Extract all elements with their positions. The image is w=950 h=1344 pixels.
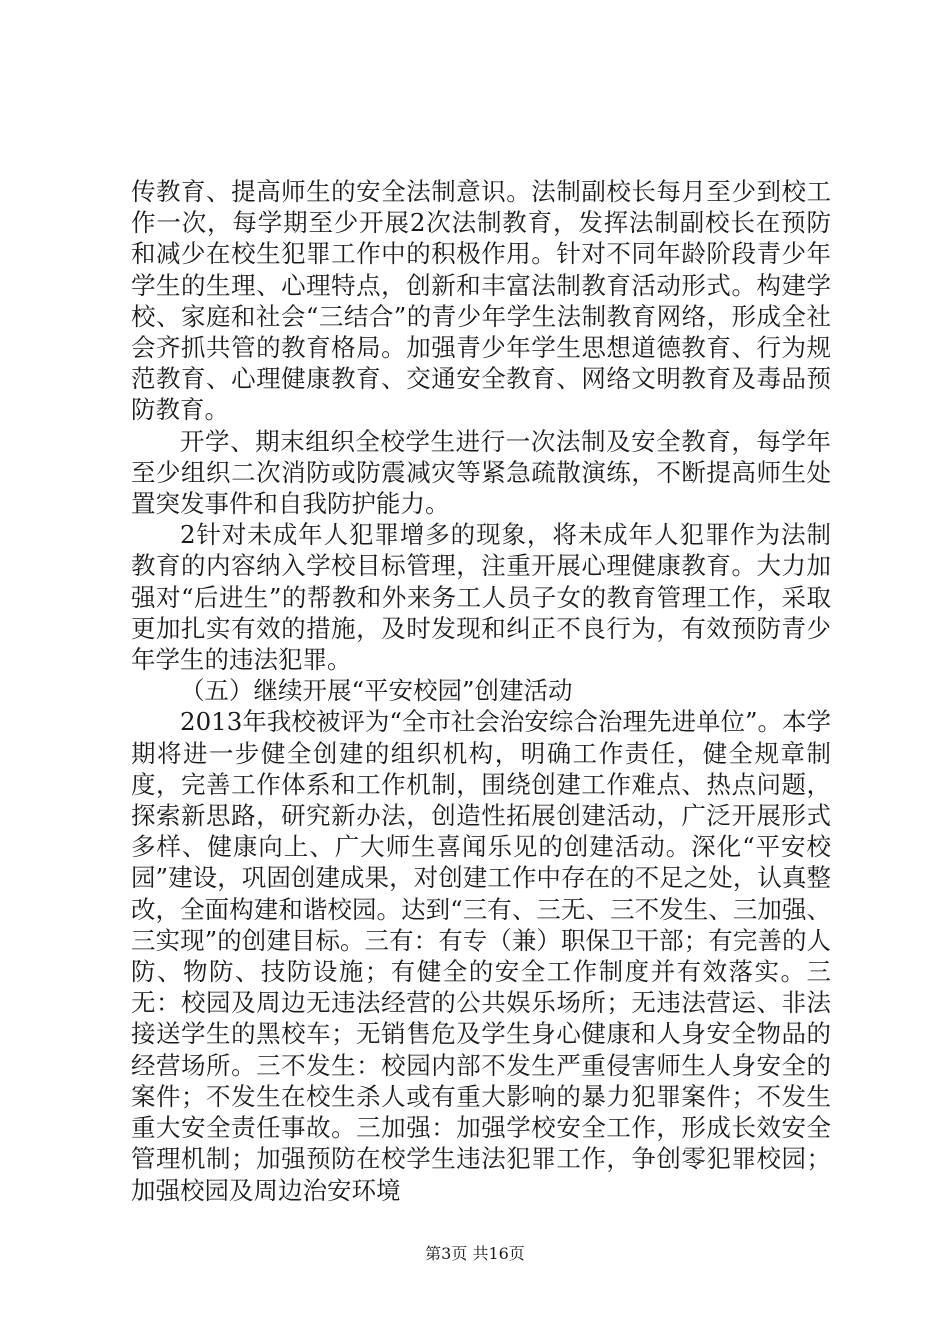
paragraph-safety-drills: 开学、期末组织全校学生进行一次法制及安全教育，每学年至少组织二次消防或防震减灾等紧急疏散演练，不断提高师生处置突发事件和自我防护能力。	[131, 426, 831, 519]
paragraph-continuation: 传教育、提高师生的安全法制意识。法制副校长每月至少到校工作一次，每学期至少开展2次法制教育，发挥法制副校长在预防和减少在校生犯罪工作中的积极作用。针对不同年龄阶段青少年学生的生理、心理特点，创新和丰富法制教育活动形式。构建学校、家庭和社会“三结合”的青少年学生法制教育网络，形成全社会齐抓共管的教育格局。加强青少年学生思想道德教育、行为规范教育、心理健康教育、交通安全教育、网络文明教育及毒品预防教育。	[131, 177, 831, 425]
section-heading-safe-campus: （五）继续开展“平安校园”创建活动	[180, 676, 573, 706]
paragraph-juvenile-crime: 2针对未成年人犯罪增多的现象，将未成年人犯罪作为法制教育的内容纳入学校目标管理，注重开展心理健康教育。大力加强对“后进生”的帮教和外来务工人员子女的教育管理工作，采取更加扎实有效的措施，及时发现和纠正不良行为，有效预防青少年学生的违法犯罪。	[131, 520, 831, 675]
document-body	[131, 176, 831, 1206]
page-number-footer: 第3页 共16页	[425, 1244, 525, 1263]
paragraph-safe-campus: 2013年我校被评为“全市社会治安综合治理先进单位”。本学期将进一步健全创建的组织机构，明确工作责任，健全规章制度，完善工作体系和工作机制，围绕创建工作难点、热点问题，探索新思路，研究新办法，创造性拓展创建活动，广泛开展形式多样、健康向上、广大师生喜闻乐见的创建活动。深化“平安校园”建设，巩固创建成果，对创建工作中存在的不足之处，认真整改，全面构建和谐校园。达到“三有、三无、三不发生、三加强、三实现”的创建目标。三有：有专（兼）职保卫干部；有完善的人防、物防、技防设施；有健全的安全工作制度并有效落实。三无：校园及周边无违法经营的公共娱乐场所；无违法营运、非法接送学生的黑校车；无销售危及学生身心健康和人身安全物品的经营场所。三不发生：校园内部不发生严重侵害师生人身安全的案件；不发生在校生杀人或有重大影响的暴力犯罪案件；不发生重大安全责任事故。三加强：加强学校安全工作，形成长效安全管理机制；加强预防在校学生违法犯罪工作，争创零犯罪校园；加强校园及周边治安环境	[131, 707, 831, 1205]
